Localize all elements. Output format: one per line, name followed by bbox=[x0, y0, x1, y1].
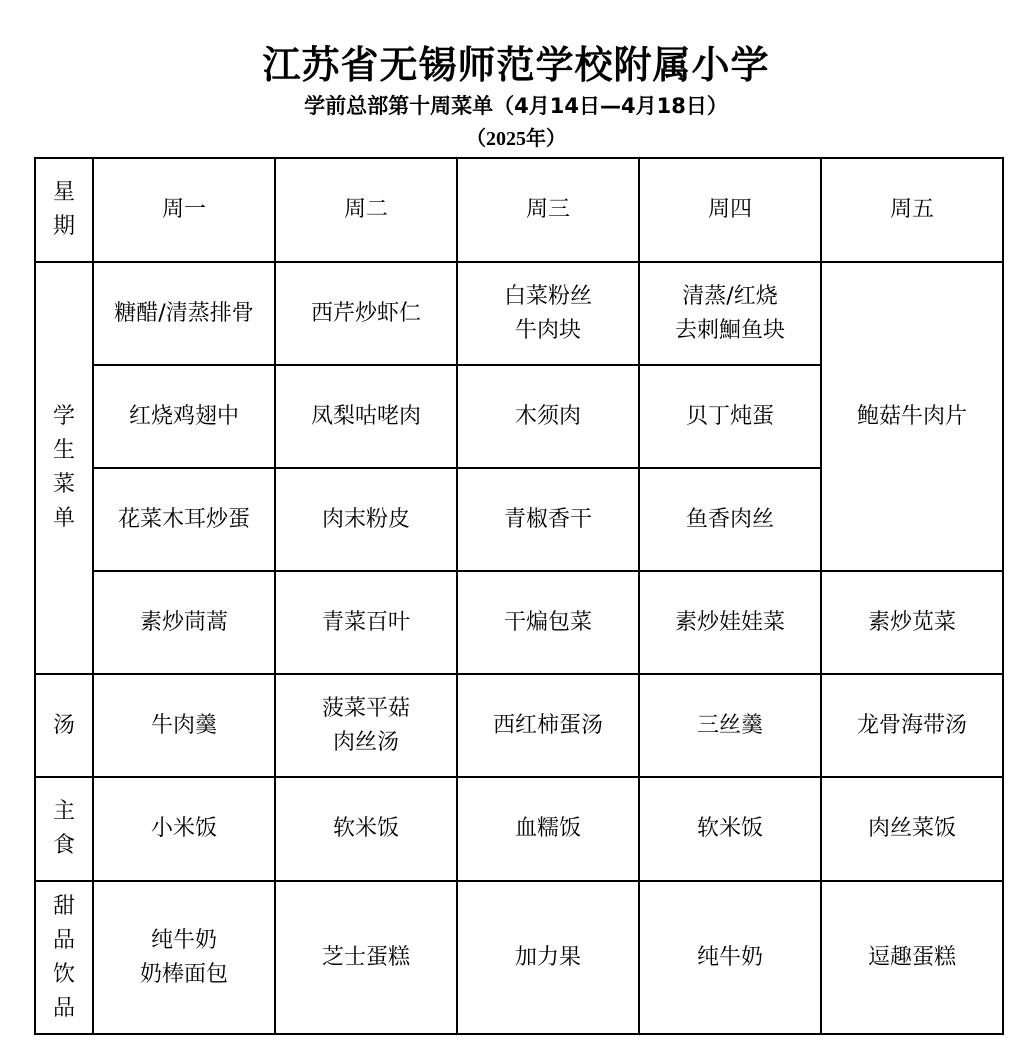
dish-name: 鱼香肉丝 bbox=[685, 506, 774, 532]
soup-cell-fri bbox=[821, 674, 1003, 777]
dessert-cell-mon bbox=[93, 881, 275, 1034]
soup-cell-tue bbox=[275, 674, 457, 777]
dish-cell-mon bbox=[93, 468, 275, 571]
dish-name: 肉末粉皮 bbox=[321, 506, 410, 532]
soup-label bbox=[35, 674, 93, 777]
dessert-row bbox=[35, 881, 1003, 1034]
staple-cell-fri bbox=[821, 777, 1003, 881]
student-menu-row bbox=[35, 262, 1003, 365]
dish-cell-wed bbox=[457, 365, 639, 468]
dish-name: 加力果 bbox=[514, 944, 581, 970]
dish-name: 小米饭 bbox=[150, 816, 217, 841]
day-header-fri: 周五 bbox=[821, 158, 1003, 262]
staple-label-char: 主 bbox=[52, 799, 75, 824]
dish-name: 龙骨海带汤 bbox=[856, 712, 967, 738]
soup-cell-mon bbox=[93, 674, 275, 777]
dish-name: 芝士蛋糕 bbox=[321, 944, 410, 970]
soup-cell-thu bbox=[639, 674, 821, 777]
dessert-label-char: 品 bbox=[52, 927, 75, 953]
weekday-label-cell bbox=[35, 158, 93, 262]
staple-label bbox=[35, 777, 93, 881]
dish-name: 肉丝菜饭 bbox=[867, 816, 956, 841]
menu-year: （2025年） bbox=[466, 128, 566, 150]
menu-subtitle: 学前总部第十周菜单（4月14日—4月18日） bbox=[304, 94, 728, 118]
dish-name: 鲍菇牛肉片 bbox=[856, 403, 967, 429]
dish-name: 牛肉羹 bbox=[150, 712, 217, 738]
dish-name: 软米饭 bbox=[696, 816, 763, 841]
dish-name: 血糯饭 bbox=[514, 816, 581, 841]
day-header-row bbox=[35, 158, 1003, 262]
dish-name: 凤梨咕咾肉 bbox=[310, 403, 421, 429]
student-menu-label-char: 单 bbox=[52, 506, 75, 531]
dish-name: 纯牛奶 bbox=[696, 944, 763, 970]
dish-cell-thu bbox=[639, 571, 821, 674]
dish-cell-mon bbox=[93, 262, 275, 365]
dish-name: 素炒娃娃菜 bbox=[674, 609, 785, 635]
staple-label-char: 食 bbox=[52, 833, 75, 858]
dish-name: 三丝羹 bbox=[696, 712, 763, 738]
dish-name: 素炒苋菜 bbox=[867, 609, 956, 635]
dish-cell-tue bbox=[275, 365, 457, 468]
dessert-cell-thu bbox=[639, 881, 821, 1034]
dish-cell-wed bbox=[457, 468, 639, 571]
dish-name: 青椒香干 bbox=[503, 506, 592, 532]
dessert-label-char: 甜 bbox=[52, 893, 75, 919]
staple-cell-thu bbox=[639, 777, 821, 881]
soup-row bbox=[35, 674, 1003, 777]
dish-name: 贝丁炖蛋 bbox=[685, 403, 774, 429]
dish-cell-tue bbox=[275, 571, 457, 674]
staple-cell-mon bbox=[93, 777, 275, 881]
dish-name: 花菜木耳炒蛋 bbox=[117, 506, 250, 532]
dish-name: 白菜粉丝 bbox=[503, 283, 592, 309]
dish-name: 西芹炒虾仁 bbox=[310, 300, 421, 326]
dish-cell-mon bbox=[93, 571, 275, 674]
dish-name: 青菜百叶 bbox=[321, 609, 410, 635]
dessert-cell-tue bbox=[275, 881, 457, 1034]
dish-name: 去刺鮰鱼块 bbox=[674, 317, 785, 343]
dish-name: 纯牛奶 bbox=[150, 927, 217, 953]
day-header-thu: 周四 bbox=[639, 158, 821, 262]
dish-name: 素炒茼蒿 bbox=[139, 609, 228, 635]
student-menu-label-char: 菜 bbox=[52, 472, 75, 497]
dish-cell-fri bbox=[821, 571, 1003, 674]
dish-name: 清蒸/红烧 bbox=[682, 283, 778, 309]
dish-cell-tue bbox=[275, 262, 457, 365]
menu-table bbox=[34, 157, 1004, 1035]
staple-cell-wed bbox=[457, 777, 639, 881]
dessert-cell-wed bbox=[457, 881, 639, 1034]
dish-cell-tue bbox=[275, 468, 457, 571]
dish-cell-thu bbox=[639, 365, 821, 468]
dish-name: 菠菜平菇 bbox=[321, 695, 410, 721]
dessert-cell-fri bbox=[821, 881, 1003, 1034]
dessert-label-char: 饮 bbox=[52, 961, 75, 987]
student-menu-row bbox=[35, 571, 1003, 674]
dish-cell-wed bbox=[457, 262, 639, 365]
dish-name: 西红柿蛋汤 bbox=[492, 712, 603, 738]
day-header-mon: 周一 bbox=[93, 158, 275, 262]
dish-name: 红烧鸡翅中 bbox=[128, 403, 239, 429]
student-menu-label-char: 生 bbox=[52, 438, 75, 463]
dish-name: 奶棒面包 bbox=[139, 961, 228, 987]
dish-name: 糖醋/清蒸排骨 bbox=[114, 300, 254, 326]
dish-name: 干煸包菜 bbox=[503, 609, 592, 635]
dish-cell-wed bbox=[457, 571, 639, 674]
dish-cell-thu bbox=[639, 262, 821, 365]
page-title: 江苏省无锡师范学校附属小学 bbox=[262, 43, 770, 87]
day-header-wed: 周三 bbox=[457, 158, 639, 262]
staple-row bbox=[35, 777, 1003, 881]
dish-name: 木须肉 bbox=[514, 403, 581, 429]
staple-cell-tue bbox=[275, 777, 457, 881]
dish-name: 软米饭 bbox=[332, 816, 399, 841]
dish-cell-thu bbox=[639, 468, 821, 571]
soup-cell-wed bbox=[457, 674, 639, 777]
weekday-label-char: 期 bbox=[52, 214, 75, 239]
dish-name: 牛肉块 bbox=[514, 317, 581, 343]
weekday-label-char: 星 bbox=[52, 180, 75, 205]
dish-cell-fri-main bbox=[821, 262, 1003, 571]
soup-label-char: 汤 bbox=[52, 712, 75, 738]
dish-name: 肉丝汤 bbox=[332, 729, 399, 755]
dish-cell-mon bbox=[93, 365, 275, 468]
student-menu-label-char: 学 bbox=[52, 404, 75, 429]
dessert-label-char: 品 bbox=[52, 995, 75, 1021]
dessert-label bbox=[35, 881, 93, 1034]
student-menu-label bbox=[35, 262, 93, 674]
day-header-tue: 周二 bbox=[275, 158, 457, 262]
dish-name: 逗趣蛋糕 bbox=[867, 944, 956, 970]
